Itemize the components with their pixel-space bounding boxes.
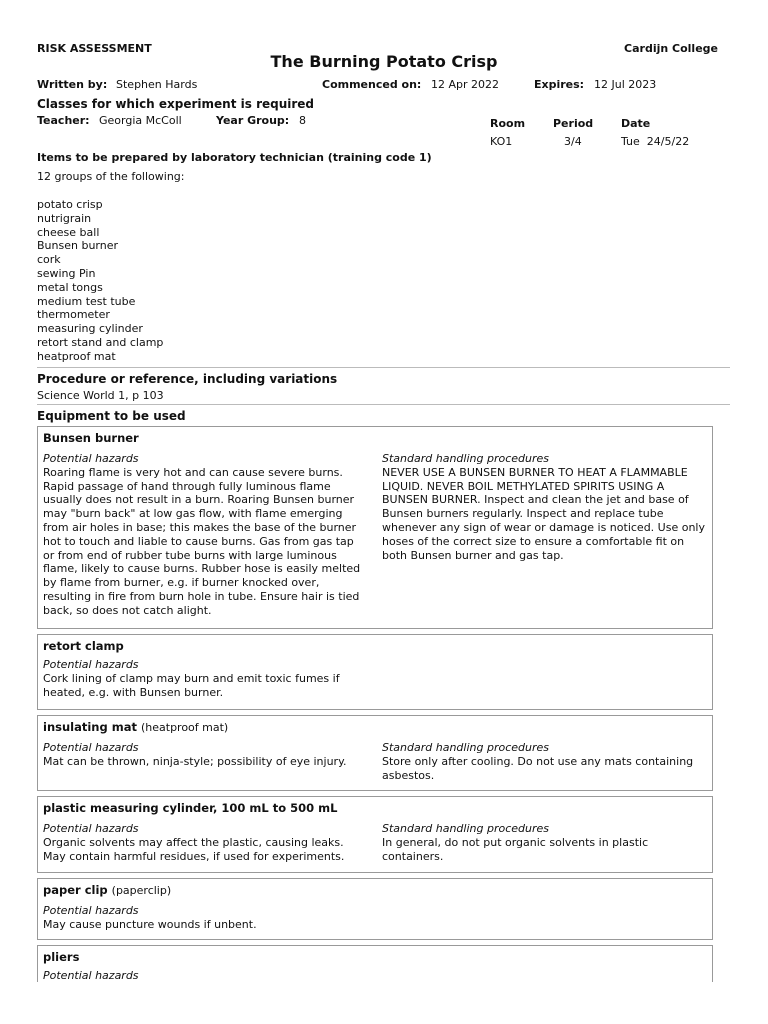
item-entry: sewing Pin xyxy=(37,266,96,280)
equipment-name: retort clamp xyxy=(43,639,124,653)
hazards-label: Potential hazards xyxy=(43,741,139,754)
equipment-card-paper-clip xyxy=(37,878,713,940)
expires-label: Expires: xyxy=(534,78,585,91)
items-intro: 12 groups of the following: xyxy=(37,170,185,183)
commenced-value: 12 Apr 2022 xyxy=(431,78,500,91)
year-group-value: 8 xyxy=(299,114,306,127)
item-entry: thermometer xyxy=(37,308,110,322)
item-entry: heatproof mat xyxy=(37,349,116,363)
school-name: Cardijn College xyxy=(624,42,718,55)
equipment-name: pliers xyxy=(43,950,80,964)
teacher-value: Georgia McColl xyxy=(99,114,182,127)
date-value: Tue 24/5/22 xyxy=(621,135,690,148)
item-entry: measuring cylinder xyxy=(37,322,143,336)
hazards-text: Mat can be thrown, ninja-style; possibility of eye injury. xyxy=(43,754,347,768)
equipment-name: Bunsen burner xyxy=(43,431,139,445)
classes-heading: Classes for which experiment is required xyxy=(37,97,315,111)
page-title: The Burning Potato Crisp xyxy=(270,52,498,71)
equipment-card-bunsen-burner xyxy=(37,426,713,629)
period-label: Period xyxy=(553,117,594,130)
item-entry: cheese ball xyxy=(37,225,100,239)
equipment-name: paper clip (paperclip) xyxy=(43,883,172,897)
item-entry: retort stand and clamp xyxy=(37,335,164,349)
procedures-text: In general, do not put organic solvents in plastic containers. xyxy=(382,835,649,863)
written-by-value: Stephen Hards xyxy=(116,78,198,91)
equipment-heading: Equipment to be used xyxy=(37,409,186,423)
item-entry: Bunsen burner xyxy=(37,239,119,253)
period-value: 3/4 xyxy=(564,135,582,148)
hazards-label: Potential hazards xyxy=(43,452,139,465)
procedures-label: Standard handling procedures xyxy=(382,452,549,465)
commenced-label: Commenced on: xyxy=(322,78,422,91)
items-heading: Items to be prepared by laboratory technician (training code 1) xyxy=(37,151,432,164)
written-by-label: Written by: xyxy=(37,78,108,91)
divider xyxy=(37,404,730,405)
room-label: Room xyxy=(490,117,526,130)
year-group-label: Year Group: xyxy=(216,114,290,127)
room-value: KO1 xyxy=(490,135,513,148)
procedures-label: Standard handling procedures xyxy=(382,741,549,754)
equipment-card-insulating-mat xyxy=(37,715,713,791)
equipment-card-measuring-cylinder xyxy=(37,796,713,873)
hazards-text: Organic solvents may affect the plastic, causing leaks. May contain harmful residues, if used for experiments. xyxy=(43,835,345,863)
procedure-text: Science World 1, p 103 xyxy=(37,389,164,402)
hazards-text: May cause puncture wounds if unbent. xyxy=(43,917,257,931)
items-list xyxy=(37,198,163,364)
hazards-text: Roaring flame is very hot and can cause severe burns. Rapid passage of hand through fully luminous flame usually does not result in a burn. Roaring Bunsen burner may "burn back" at low gas flow, with flame emerging from air holes in base; this makes the base of the burner hot to touch and liable to cause burns. Gas from gas tap or from end of rubber tube burns with large luminous flame, likely to cause burns. Rubber hose is easily melted by flame from burner, e.g. if burner knocked over, resulting in fire from burn hole in tube. Ensure hair is tied back, so does not catch alight. xyxy=(43,465,361,617)
procedure-heading: Procedure or reference, including variations xyxy=(37,372,338,386)
hazards-label: Potential hazards xyxy=(43,969,139,982)
equipment-name: plastic measuring cylinder, 100 mL to 500 mL xyxy=(43,801,338,815)
item-entry: metal tongs xyxy=(37,280,103,294)
hazards-label: Potential hazards xyxy=(43,822,139,835)
equipment-card-retort-clamp xyxy=(37,634,713,710)
item-entry: potato crisp xyxy=(37,198,103,211)
divider xyxy=(37,367,730,368)
hazards-label: Potential hazards xyxy=(43,658,139,671)
expires-value: 12 Jul 2023 xyxy=(594,78,657,91)
document-type: RISK ASSESSMENT xyxy=(37,42,152,55)
procedures-text: Store only after cooling. Do not use any mats containing asbestos. xyxy=(382,754,694,782)
procedures-text: NEVER USE A BUNSEN BURNER TO HEAT A FLAMMABLE LIQUID. NEVER BOIL METHYLATED SPIRITS USING A BUNSEN BURNER. Inspect and clean the jet and base of Bunsen burners regularly. Inspect and replace tube whenever any sign of wear or damage is noticed. Use only hoses of the correct size to ensure a comfortable fit on both Bunsen burner and gas tap. xyxy=(382,465,705,562)
procedures-label: Standard handling procedures xyxy=(382,822,549,835)
item-entry: medium test tube xyxy=(37,294,136,308)
equipment-name: insulating mat (heatproof mat) xyxy=(43,720,229,734)
item-entry: cork xyxy=(37,253,61,267)
item-entry: nutrigrain xyxy=(37,211,92,225)
date-label: Date xyxy=(621,117,651,130)
teacher-label: Teacher: xyxy=(37,114,90,127)
hazards-label: Potential hazards xyxy=(43,904,139,917)
hazards-text: Cork lining of clamp may burn and emit toxic fumes if heated, e.g. with Bunsen burner. xyxy=(43,671,340,699)
